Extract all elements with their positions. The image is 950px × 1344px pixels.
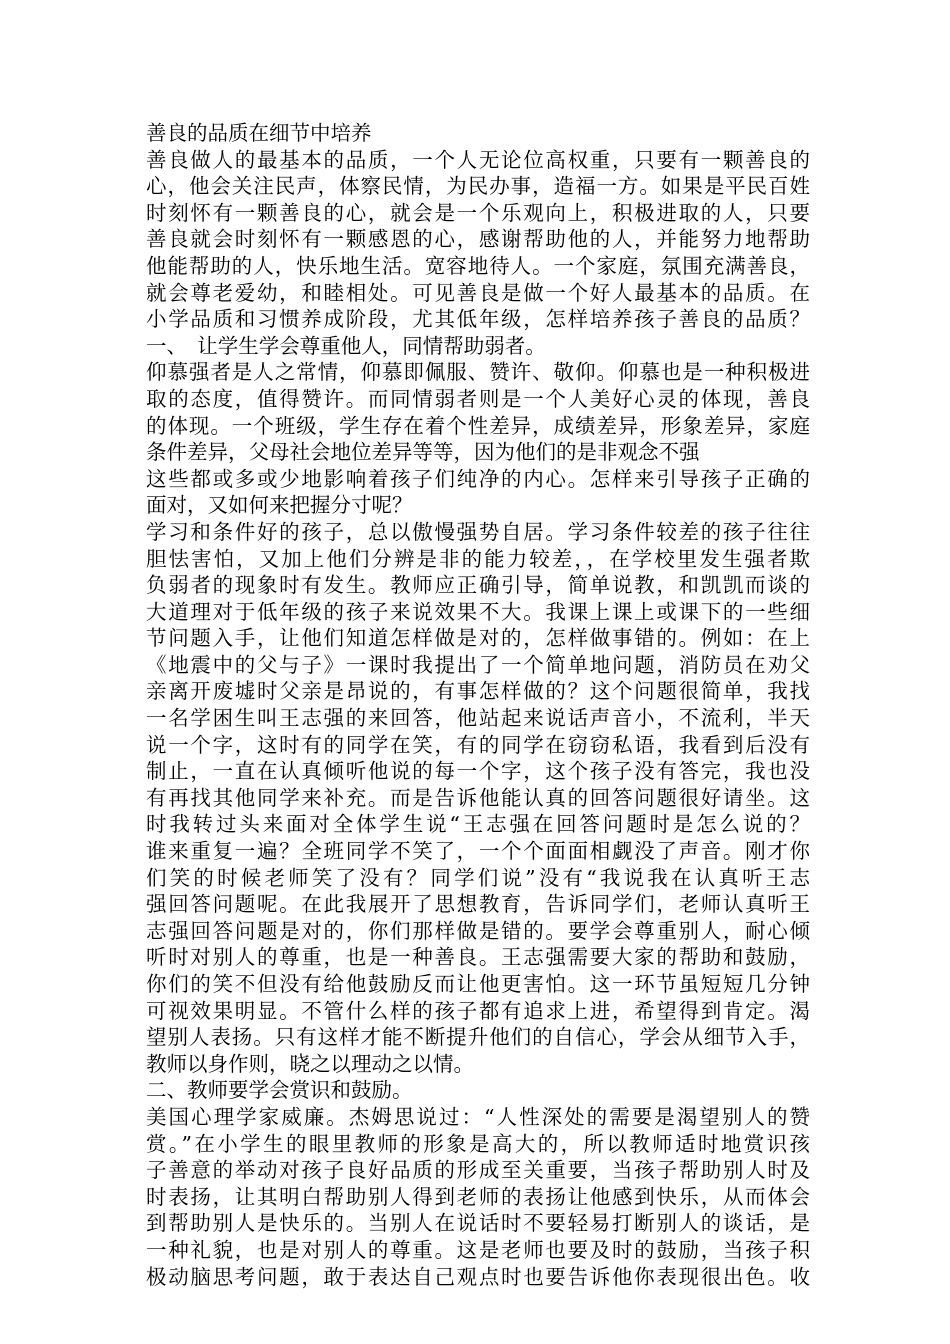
document-title: 善良的品质在细节中培养	[146, 121, 372, 145]
body-line: 亲离开废墟时父亲是昂说的，有事怎样做的？这个问题很简单，我找	[146, 679, 810, 704]
body-line: 有再找其他同学来补充。而是告诉他能认真的回答问题很好请坐。这	[146, 785, 810, 810]
body-line: 这些都或多或少地影响着孩子们纯净的内心。怎样来引导孩子正确的	[146, 466, 810, 491]
body-line: 可视效果明显。不管什么样的孩子都有追求上进，希望得到肯定。渴	[146, 998, 810, 1023]
body-line: 心，他会关注民声，体察民情，为民办事，造福一方。如果是平民百姓	[146, 174, 810, 199]
body-line: 《地震中的父与子》一课时我提出了一个简单地问题，消防员在劝父	[146, 652, 810, 677]
body-line: 取的态度，值得赞许。而同情弱者则是一个人美好心灵的体现，善良	[146, 386, 810, 411]
body-line: 小学品质和习惯养成阶段，尤其低年级，怎样培养孩子善良的品质？	[146, 307, 810, 332]
body-line: 善良就会时刻怀有一颗感恩的心，感谢帮助他的人，并能努力地帮助	[146, 227, 810, 252]
body-line: 节问题入手，让他们知道怎样做是对的，怎样做事错的。例如：在上	[146, 626, 810, 651]
body-line: 强回答问题呢。在此我展开了思想教育，告诉同学们，老师认真听王	[146, 892, 810, 917]
body-line: 一名学困生叫王志强的来回答，他站起来说话声音小，不流利，半天	[146, 706, 810, 731]
body-line: 仰慕强者是人之常情，仰慕即佩服、赞许、敬仰。仰慕也是一种积极进	[146, 360, 810, 385]
document-page	[146, 120, 810, 1290]
body-line: 美国心理学家威廉。杰姆思说过：“人性深处的需要是渴望别人的赞	[146, 1104, 810, 1129]
body-line: 到帮助别人是快乐的。当别人在说话时不要轻易打断别人的谈话，是	[146, 1211, 810, 1236]
body-line: 们笑的时候老师笑了没有？同学们说”没有“我说我在认真听王志	[146, 865, 810, 890]
body-line: 子善意的举动对孩子良好品质的形成至关重要，当孩子帮助别人时及	[146, 1158, 810, 1183]
body-line: 时我转过头来面对全体学生说“王志强在回答问题时是怎么说的？	[146, 812, 810, 837]
body-line: 赏。”在小学生的眼里教师的形象是高大的，所以教师适时地赏识孩	[146, 1131, 810, 1156]
body-line: 一种礼貌，也是对别人的尊重。这是老师也要及时的鼓励，当孩子积	[146, 1237, 810, 1262]
body-line: 善良做人的最基本的品质，一个人无论位高权重，只要有一颗善良的	[146, 147, 810, 172]
body-line: 大道理对于低年级的孩子来说效果不大。我课上课上或课下的一些细	[146, 599, 810, 624]
body-line: 听时对别人的尊重，也是一种善良。王志强需要大家的帮助和鼓励，	[146, 945, 810, 970]
body-line: 负弱者的现象时有发生。教师应正确引导，简单说教，和凯凯而谈的	[146, 573, 810, 598]
body-line: 时刻怀有一颗善良的心，就会是一个乐观向上，积极进取的人，只要	[146, 200, 810, 225]
body-line: 谁来重复一遍？全班同学不笑了，一个个面面相觑没了声音。刚才你	[146, 839, 810, 864]
body-line: 就会尊老爱幼，和睦相处。可见善良是做一个好人最基本的品质。在	[146, 280, 810, 305]
body-line: 一、 让学生学会尊重他人，同情帮助弱者。	[146, 333, 546, 358]
body-line: 极动脑思考问题，敢于表达自己观点时也要告诉他你表现很出色。收	[146, 1264, 810, 1289]
body-line: 时表扬，让其明白帮助别人得到老师的表扬让他感到快乐，从而体会	[146, 1184, 810, 1209]
body-line: 胆怯害怕，又加上他们分辨是非的能力较差，，在学校里发生强者欺	[146, 546, 810, 571]
body-line: 志强回答问题是对的，你们那样做是错的。要学会尊重别人，耐心倾	[146, 918, 810, 943]
body-line: 条件差异，父母社会地位差异等等，因为他们的是非观念不强	[146, 440, 700, 465]
body-line: 他能帮助的人，快乐地生活。宽容地待人。一个家庭，氛围充满善良，	[146, 253, 810, 278]
document-body	[146, 147, 810, 1291]
body-line: 的体现。一个班级，学生存在着个性差异，成绩差异，形象差异，家庭	[146, 413, 810, 438]
body-line: 说一个字，这时有的同学在笑，有的同学在窃窃私语，我看到后没有	[146, 732, 810, 757]
body-line: 望别人表扬。只有这样才能不断提升他们的自信心，学会从细节入手，	[146, 1025, 810, 1050]
body-line: 二、教师要学会赏识和鼓励。	[146, 1078, 413, 1103]
body-line: 制止，一直在认真倾听他说的每一个字，这个孩子没有答完，我也没	[146, 759, 810, 784]
body-line: 你们的笑不但没有给他鼓励反而让他更害怕。这一环节虽短短几分钟	[146, 972, 810, 996]
body-line: 教师以身作则，晓之以理动之以情。	[146, 1051, 474, 1076]
body-line: 学习和条件好的孩子，总以傲慢强势自居。学习条件较差的孩子往往	[146, 519, 810, 544]
body-line: 面对，又如何来把握分寸呢？	[146, 493, 413, 518]
